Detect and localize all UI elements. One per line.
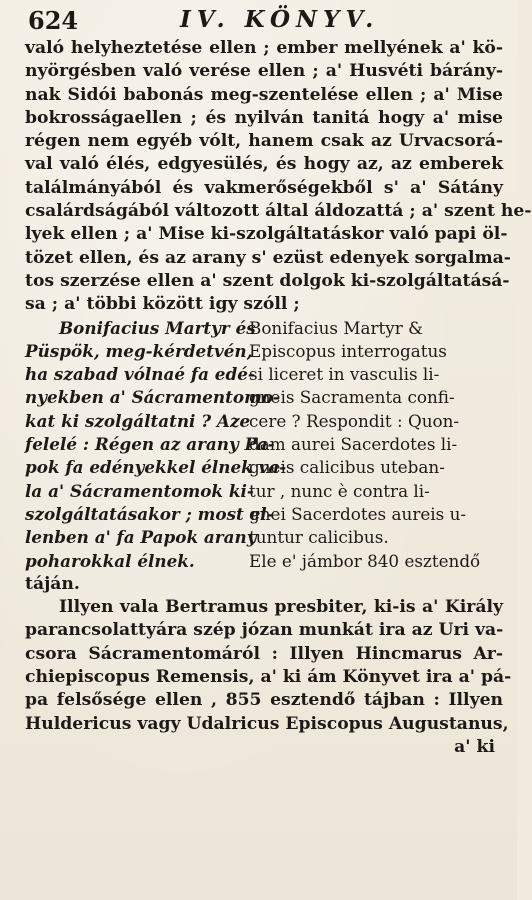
body-text	[25, 37, 532, 759]
column-line: si liceret in vasculis li-	[249, 364, 440, 385]
column-line: pok fa edényekkel élnek va-	[25, 457, 287, 478]
text-line: csora Sácramentomáról : Illyen Hincmarus Ar-	[25, 643, 503, 664]
text-line: való helyheztetése ellen ; ember mellyének a' kö-	[25, 38, 503, 58]
text-line: bokrosságaellen ; és nyilván tanitá hogy a' mise	[25, 107, 503, 128]
column-line: gneis Sacramenta confi-	[249, 387, 455, 408]
column-line: szolgáltatásakor ; most el-	[25, 503, 274, 524]
column-line: cere ? Respondit : Quon-	[249, 410, 460, 431]
text-line: találmányából és vakmerőségekből s' a' Sátány	[25, 177, 503, 198]
column-line: tur , nunc è contra li-	[249, 480, 430, 501]
text-line: val való élés, edgyesülés, és hogy az, az emberek	[25, 154, 503, 175]
running-head: IV. KÖNYV.	[180, 6, 380, 33]
text-line: lyek ellen ; a' Mise ki-szolgáltatáskor való papi öl-	[25, 224, 508, 245]
hungarian-column	[25, 317, 287, 573]
text-line: parancsolattyára szép józan munkát ira az Uri va-	[25, 620, 504, 641]
column-line: Ele e' jámbor 840 esztendő	[249, 550, 481, 571]
text-line: sa ; a' többi között igy szóll ;	[25, 294, 300, 315]
column-line: poharokkal élnek.	[25, 550, 195, 571]
text-line: táján.	[25, 573, 80, 594]
column-line: tuntur calicibus.	[249, 527, 389, 548]
text-line: Illyen vala Bertramus presbiter, ki-is a' Király	[59, 597, 503, 618]
text-line: csalárdságából változott által áldozattá ; a' szent he-	[25, 201, 532, 222]
column-line: lenben a' fa Papok arany	[25, 527, 257, 548]
column-line: Bonifacius Martyr és	[59, 317, 256, 338]
text-line: pa felsősége ellen , 855 esztendő tájban : Illyen	[25, 690, 503, 711]
column-line: Episcopus interrogatus	[249, 340, 447, 361]
catchword: a' ki	[454, 736, 495, 757]
column-line: felelé : Régen az arany Pa-	[25, 434, 275, 455]
column-line: Püspök, meg-kérdetvén,	[25, 340, 253, 361]
text-line: Huldericus vagy Udalricus Episcopus Augustanus,	[25, 713, 509, 734]
column-line: kat ki szolgáltatni ? Aze	[25, 410, 251, 431]
page-number: 624	[28, 6, 79, 35]
column-line: gnei Sacerdotes aureis u-	[249, 503, 467, 524]
column-line: dam aurei Sacerdotes li-	[249, 434, 458, 455]
column-line: gneis calicibus uteban-	[249, 457, 445, 478]
text-line: nak Sidói babonás meg-szentelése ellen ; a' Mise	[25, 84, 503, 105]
text-line: nyörgésben való verése ellen ; a' Husvéti bárány-	[25, 61, 503, 82]
parallel-columns	[25, 317, 503, 573]
page-header	[28, 6, 497, 38]
text-line: tözet ellen, és az arany s' ezüst edenyek sorgalma-	[25, 247, 511, 268]
text-line: chiepiscopus Remensis, a' ki ám Könyvet ira a' pá-	[25, 667, 512, 688]
latin-column	[233, 317, 503, 573]
text-line: tos szerzése ellen a' szent dolgok ki-szolgáltatásá-	[25, 270, 510, 291]
column-line: ha szabad vólnaé fa edé-	[25, 364, 255, 385]
column-line: la a' Sácramentomok ki-	[25, 480, 254, 501]
text-line: régen nem egyéb vólt, hanem csak az Urvacsorá-	[25, 131, 503, 152]
column-line: nyekben a' Sácramentomo-	[25, 387, 280, 408]
column-line: Bonifacius Martyr &	[249, 317, 424, 338]
